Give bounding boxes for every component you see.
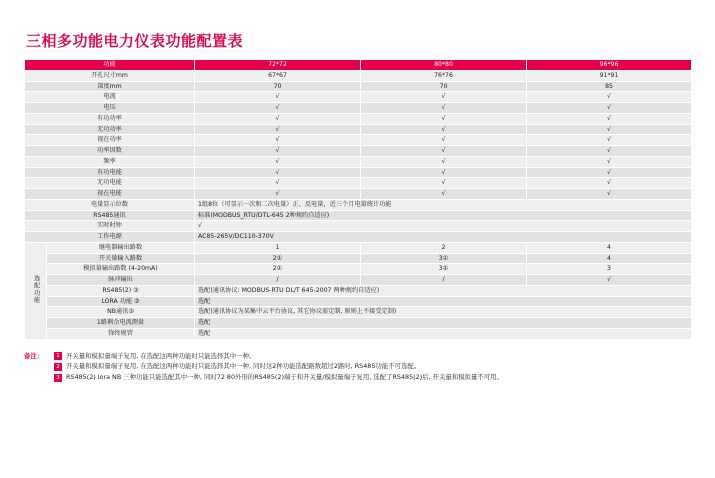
row-label: 开孔尺寸mm xyxy=(25,70,195,81)
table-row xyxy=(25,264,692,275)
table-header xyxy=(25,60,692,71)
row-value-72: √ xyxy=(195,189,361,200)
row-value-80: √ xyxy=(361,103,527,114)
row-value-96: √ xyxy=(527,178,692,189)
row-label: 模拟量输出路数 (4-20mA) xyxy=(47,264,195,275)
row-label: 有功电能 xyxy=(25,167,195,178)
row-label: 1路剩佘电流测量 xyxy=(47,318,195,329)
row-label: 脉冲输出 xyxy=(47,275,195,286)
column-header-96: 96*96 xyxy=(527,60,692,71)
note-item xyxy=(54,362,691,372)
table-row xyxy=(25,242,692,253)
row-value-80: √ xyxy=(361,135,527,146)
row-label: 开关量输入路数 xyxy=(47,253,195,264)
row-value-80: √ xyxy=(361,113,527,124)
row-value-96: √ xyxy=(527,92,692,103)
row-value-96: 4 xyxy=(527,253,692,264)
table-row xyxy=(25,307,692,318)
row-value-72: 67*67 xyxy=(195,70,361,81)
row-label: 深度mm xyxy=(25,81,195,92)
note-item xyxy=(54,352,691,362)
row-value-80: / xyxy=(361,275,527,286)
row-value-80: √ xyxy=(361,156,527,167)
row-value-72: √ xyxy=(195,156,361,167)
row-value-96: √ xyxy=(527,275,692,286)
row-value-80: √ xyxy=(361,146,527,157)
table-row xyxy=(25,253,692,264)
row-label: LORA 功能 ③ xyxy=(47,296,195,307)
row-value-span: 1组8位（可显示一次和二次电量）正、反电量，近三个月电量统计功能 xyxy=(195,199,692,210)
table-row xyxy=(25,124,692,135)
row-value-96: 3 xyxy=(527,264,692,275)
table-row xyxy=(25,296,692,307)
row-label: 视在功率 xyxy=(25,135,195,146)
note-text: RS485(2) lora NB 三种功能只能选配其中一种, 同时72 80外形的RS485(2)端子和开关量/模拟量端子复用, 选配了RS485(2)后, 开关量和模拟量不可用。 xyxy=(66,373,503,382)
row-value-96: 85 xyxy=(527,81,692,92)
row-label: 频率 xyxy=(25,156,195,167)
row-value-80: 70 xyxy=(361,81,527,92)
row-value-72: √ xyxy=(195,146,361,157)
row-value-span: √ xyxy=(195,221,692,232)
note-number: 3 xyxy=(54,374,62,382)
row-value-96: √ xyxy=(527,103,692,114)
row-value-72: 2① xyxy=(195,253,361,264)
row-label: 实时时钟 xyxy=(25,221,195,232)
row-value-80: 2 xyxy=(361,242,527,253)
row-value-span: 选配(通讯协议为某集中云平台协议, 其它协议需定制, 原则上不接受定制) xyxy=(195,307,692,318)
row-value-72: 70 xyxy=(195,81,361,92)
row-value-span: 选配 xyxy=(195,318,692,329)
row-value-96: 4 xyxy=(527,242,692,253)
optional-section-label: 选配功能 xyxy=(25,242,47,339)
row-value-80: 3① xyxy=(361,264,527,275)
notes-section xyxy=(24,351,691,384)
row-label: 锋终规管 xyxy=(47,328,195,339)
table-row xyxy=(25,285,692,296)
spec-table xyxy=(24,59,692,340)
row-value-80: √ xyxy=(361,167,527,178)
row-value-80: √ xyxy=(361,92,527,103)
column-header-function: 功能 xyxy=(25,60,195,71)
row-value-72: √ xyxy=(195,178,361,189)
table-row xyxy=(25,210,692,221)
column-header-72: 72*72 xyxy=(195,60,361,71)
table-body xyxy=(25,70,692,339)
row-value-72: √ xyxy=(195,124,361,135)
row-value-72: √ xyxy=(195,92,361,103)
row-label: 无功电能 xyxy=(25,178,195,189)
table-row xyxy=(25,113,692,124)
notes-label: 备注： xyxy=(24,351,44,360)
row-label: 功率因数 xyxy=(25,146,195,157)
note-item xyxy=(54,373,691,383)
table-row xyxy=(25,189,692,200)
row-label: 视在电能 xyxy=(25,189,195,200)
table-row xyxy=(25,328,692,339)
table-header-row xyxy=(25,60,692,71)
row-label: NB通讯③ xyxy=(47,307,195,318)
table-row xyxy=(25,199,692,210)
row-value-80: √ xyxy=(361,124,527,135)
row-value-80: 76*76 xyxy=(361,70,527,81)
row-value-72: √ xyxy=(195,167,361,178)
row-label: 工作电源 xyxy=(25,232,195,243)
note-number: 1 xyxy=(54,352,62,360)
row-value-72: √ xyxy=(195,113,361,124)
row-value-span: 选配 xyxy=(195,328,692,339)
table-row xyxy=(25,178,692,189)
row-value-80: √ xyxy=(361,189,527,200)
table-row xyxy=(25,70,692,81)
table-row xyxy=(25,232,692,243)
note-text: 开关量和模拟量端子复用, 在选配这两种功能时只能选择其中一种。 xyxy=(66,351,256,360)
table-row xyxy=(25,167,692,178)
row-value-96: √ xyxy=(527,135,692,146)
row-value-96: √ xyxy=(527,146,692,157)
table-row xyxy=(25,275,692,286)
note-text: 开关量和模拟量端子复用, 在选配这两种功能时只能选择其中一种, 同时这2种功能选配路数超过2路时, RS485功能不可选配。 xyxy=(66,362,421,371)
table-row xyxy=(25,221,692,232)
note-number: 2 xyxy=(54,363,62,371)
row-value-96: √ xyxy=(527,113,692,124)
row-value-96: 91*91 xyxy=(527,70,692,81)
row-label: 电流 xyxy=(25,92,195,103)
row-value-72: √ xyxy=(195,135,361,146)
row-value-80: 3① xyxy=(361,253,527,264)
table-row xyxy=(25,318,692,329)
row-value-96: √ xyxy=(527,167,692,178)
row-label: 有功功率 xyxy=(25,113,195,124)
row-label: 无功功率 xyxy=(25,124,195,135)
row-value-96: √ xyxy=(527,189,692,200)
row-value-72: / xyxy=(195,275,361,286)
table-row xyxy=(25,156,692,167)
row-value-72: 1 xyxy=(195,242,361,253)
row-value-72: √ xyxy=(195,103,361,114)
row-value-80: √ xyxy=(361,178,527,189)
row-value-96: √ xyxy=(527,124,692,135)
row-value-span: AC85-265V/DC110-370V xyxy=(195,232,692,243)
row-value-span: 选配(通讯协议: MODBUS-RTU DL/T 645-2007 两种规约自适应) xyxy=(195,285,692,296)
page-title: 三相多功能电力仪表功能配置表 xyxy=(26,32,244,50)
row-label: 继电器输出路数 xyxy=(47,242,195,253)
row-label: 电压 xyxy=(25,103,195,114)
table-row xyxy=(25,103,692,114)
row-label: RS485通讯 xyxy=(25,210,195,221)
row-value-span: 标准(MODBUS_RTU/DTL-645 2种规约自适应) xyxy=(195,210,692,221)
table-row xyxy=(25,81,692,92)
table-row xyxy=(25,146,692,157)
row-value-72: 2① xyxy=(195,264,361,275)
table-row xyxy=(25,135,692,146)
row-label: RS485(2) ③ xyxy=(47,285,195,296)
row-value-span: 选配 xyxy=(195,296,692,307)
column-header-80: 80*80 xyxy=(361,60,527,71)
row-value-96: √ xyxy=(527,156,692,167)
table-row xyxy=(25,92,692,103)
row-label: 电量显示位数 xyxy=(25,199,195,210)
